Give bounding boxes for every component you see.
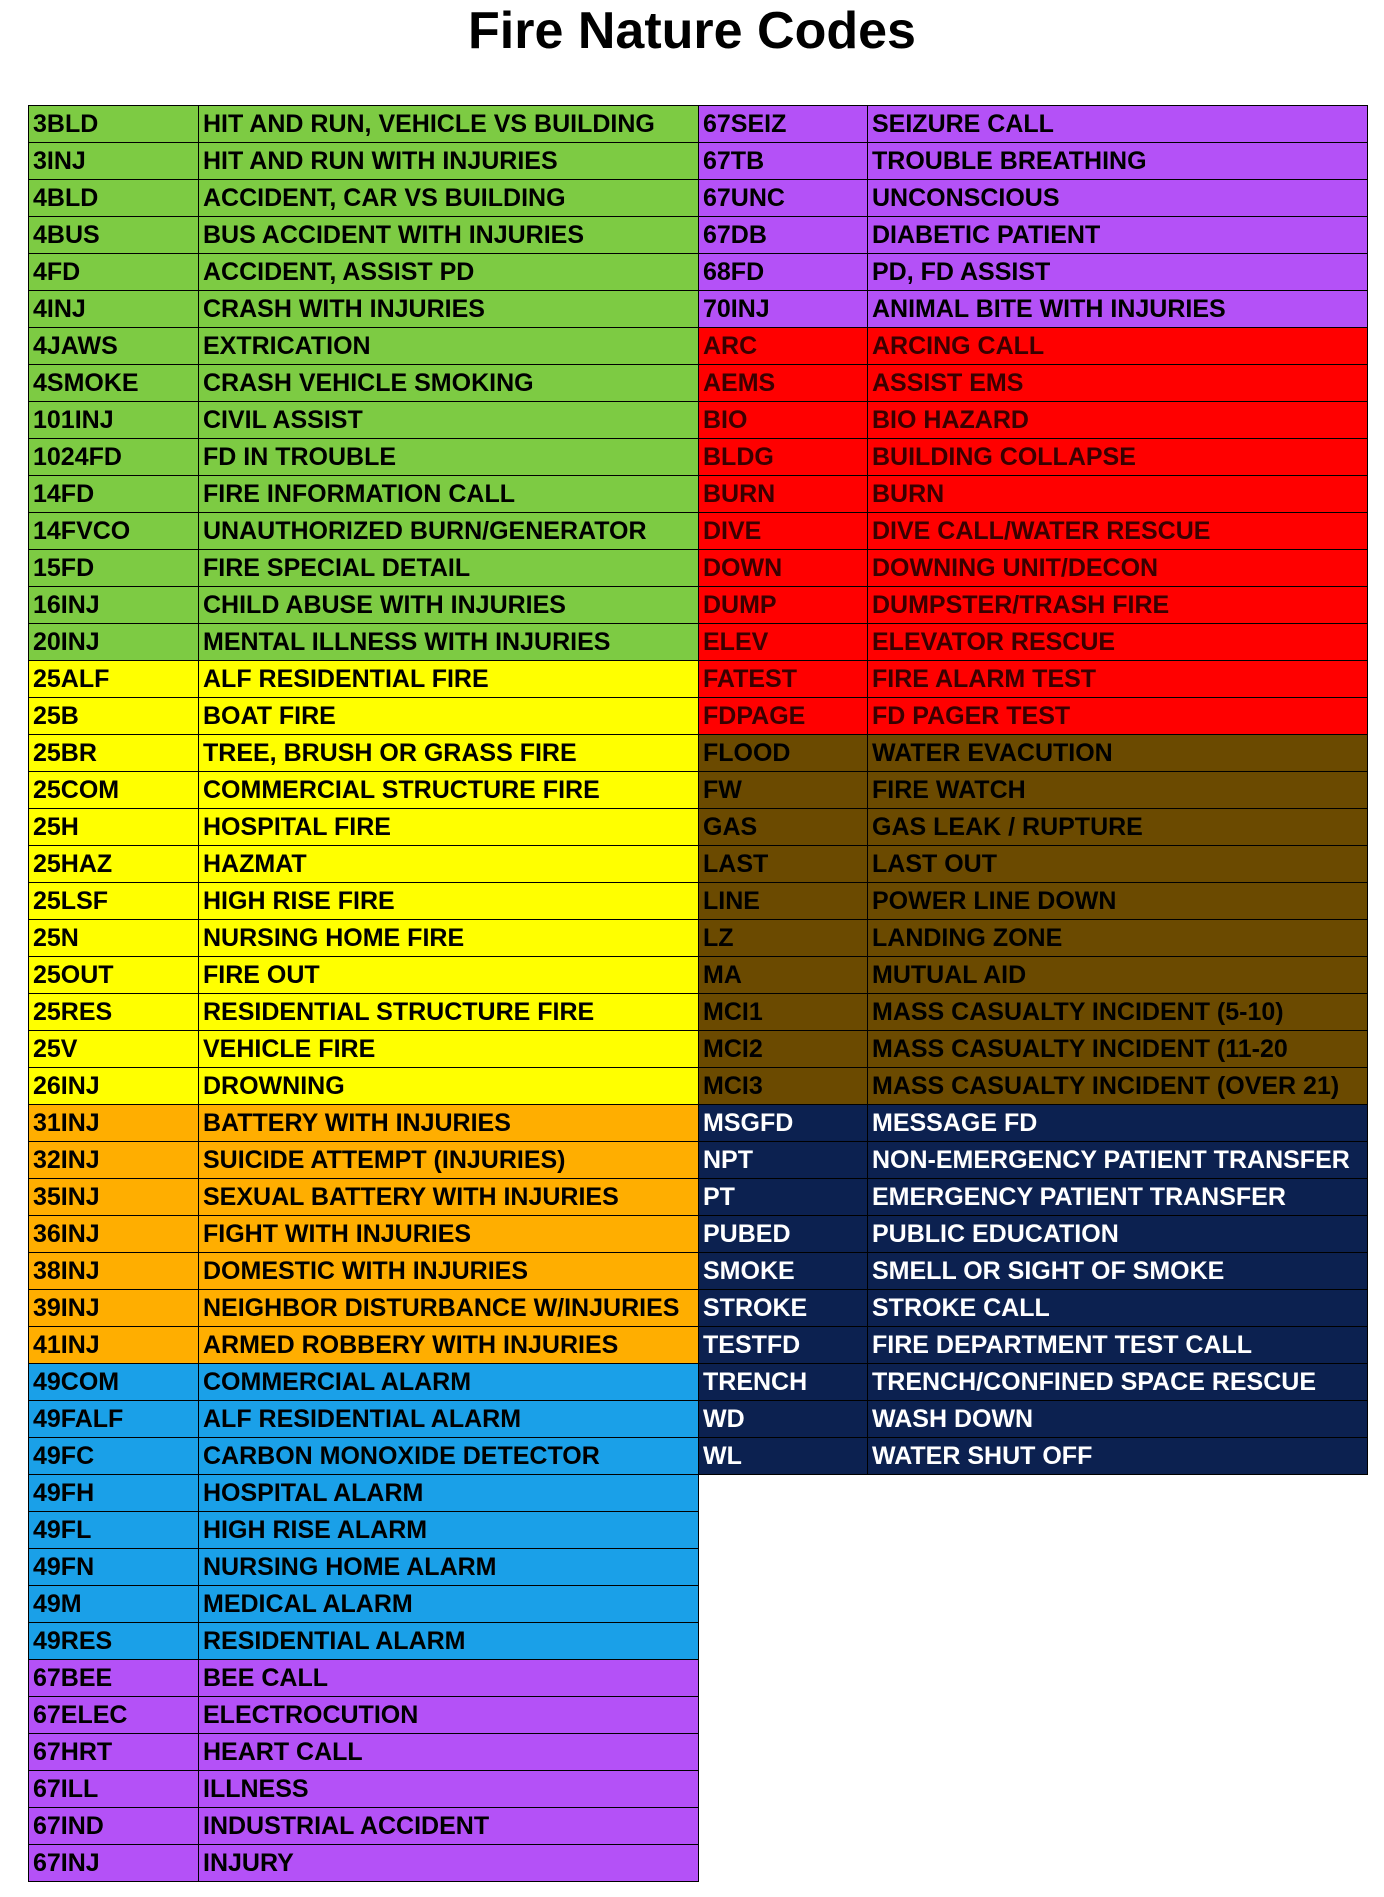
table-row (29, 587, 699, 624)
nature-description-cell: BATTERY WITH INJURIES (199, 1105, 699, 1142)
table-row (699, 254, 1368, 291)
nature-description-cell: WATER EVACUTION (868, 735, 1368, 772)
table-row (699, 1290, 1368, 1327)
nature-code-cell: 25LSF (29, 883, 199, 920)
table-row (29, 957, 699, 994)
nature-code-cell: BLDG (699, 439, 868, 476)
table-row (29, 143, 699, 180)
nature-description-cell: CRASH VEHICLE SMOKING (199, 365, 699, 402)
nature-code-cell: 20INJ (29, 624, 199, 661)
nature-code-cell: 25OUT (29, 957, 199, 994)
nature-description-cell: COMMERCIAL STRUCTURE FIRE (199, 772, 699, 809)
nature-code-cell: WD (699, 1401, 868, 1438)
left-codes-table (28, 105, 699, 1882)
table-row (29, 920, 699, 957)
nature-description-cell: COMMERCIAL ALARM (199, 1364, 699, 1401)
nature-description-cell: SEXUAL BATTERY WITH INJURIES (199, 1179, 699, 1216)
nature-description-cell: GAS LEAK / RUPTURE (868, 809, 1368, 846)
nature-description-cell: HAZMAT (199, 846, 699, 883)
nature-code-cell: 26INJ (29, 1068, 199, 1105)
nature-description-cell: DIABETIC PATIENT (868, 217, 1368, 254)
nature-code-cell: 49FL (29, 1512, 199, 1549)
table-row (29, 513, 699, 550)
table-row (699, 180, 1368, 217)
nature-description-cell: PD, FD ASSIST (868, 254, 1368, 291)
table-row (29, 1697, 699, 1734)
nature-description-cell: ALF RESIDENTIAL FIRE (199, 661, 699, 698)
table-row (699, 624, 1368, 661)
nature-description-cell: FIRE SPECIAL DETAIL (199, 550, 699, 587)
nature-description-cell: DROWNING (199, 1068, 699, 1105)
table-row (29, 1179, 699, 1216)
nature-description-cell: ILLNESS (199, 1771, 699, 1808)
table-row (29, 1549, 699, 1586)
table-row (29, 180, 699, 217)
nature-description-cell: ELECTROCUTION (199, 1697, 699, 1734)
nature-code-cell: 49M (29, 1586, 199, 1623)
table-row (699, 217, 1368, 254)
nature-code-cell: ARC (699, 328, 868, 365)
nature-code-cell: 25V (29, 1031, 199, 1068)
nature-code-cell: 36INJ (29, 1216, 199, 1253)
table-row (29, 1290, 699, 1327)
nature-description-cell: WASH DOWN (868, 1401, 1368, 1438)
nature-description-cell: HOSPITAL FIRE (199, 809, 699, 846)
nature-code-cell: FATEST (699, 661, 868, 698)
table-row (29, 1586, 699, 1623)
table-row (699, 1031, 1368, 1068)
nature-description-cell: HIGH RISE ALARM (199, 1512, 699, 1549)
left-codes-body (29, 106, 699, 1882)
nature-code-cell: 67INJ (29, 1845, 199, 1882)
nature-description-cell: CIVIL ASSIST (199, 402, 699, 439)
nature-code-cell: 25H (29, 809, 199, 846)
table-row (29, 883, 699, 920)
nature-description-cell: SMELL OR SIGHT OF SMOKE (868, 1253, 1368, 1290)
nature-code-cell: 68FD (699, 254, 868, 291)
nature-code-cell: WL (699, 1438, 868, 1475)
nature-code-cell: 32INJ (29, 1142, 199, 1179)
nature-description-cell: ACCIDENT, CAR VS BUILDING (199, 180, 699, 217)
nature-code-cell: GAS (699, 809, 868, 846)
nature-code-cell: 25B (29, 698, 199, 735)
table-row (699, 1105, 1368, 1142)
nature-code-cell: 3BLD (29, 106, 199, 143)
table-row (699, 143, 1368, 180)
nature-code-cell: DOWN (699, 550, 868, 587)
table-row (699, 772, 1368, 809)
table-row (29, 1771, 699, 1808)
nature-description-cell: TROUBLE BREATHING (868, 143, 1368, 180)
nature-description-cell: NURSING HOME ALARM (199, 1549, 699, 1586)
nature-description-cell: BIO HAZARD (868, 402, 1368, 439)
table-row (29, 1068, 699, 1105)
nature-description-cell: FIRE ALARM TEST (868, 661, 1368, 698)
nature-description-cell: DOMESTIC WITH INJURIES (199, 1253, 699, 1290)
table-row (29, 1401, 699, 1438)
table-row (699, 1142, 1368, 1179)
nature-code-cell: 4SMOKE (29, 365, 199, 402)
table-row (29, 1475, 699, 1512)
table-row (29, 439, 699, 476)
nature-code-cell: 67SEIZ (699, 106, 868, 143)
table-row (699, 1253, 1368, 1290)
nature-description-cell: DIVE CALL/WATER RESCUE (868, 513, 1368, 550)
table-row (699, 1068, 1368, 1105)
nature-description-cell: ACCIDENT, ASSIST PD (199, 254, 699, 291)
nature-description-cell: NEIGHBOR DISTURBANCE W/INJURIES (199, 1290, 699, 1327)
table-row (699, 957, 1368, 994)
table-row (699, 1364, 1368, 1401)
nature-code-cell: 25COM (29, 772, 199, 809)
nature-description-cell: BOAT FIRE (199, 698, 699, 735)
nature-code-cell: 16INJ (29, 587, 199, 624)
table-row (29, 1253, 699, 1290)
right-codes-body (699, 106, 1368, 1475)
nature-code-cell: PT (699, 1179, 868, 1216)
nature-description-cell: FIGHT WITH INJURIES (199, 1216, 699, 1253)
nature-description-cell: HIGH RISE FIRE (199, 883, 699, 920)
nature-code-cell: FDPAGE (699, 698, 868, 735)
nature-description-cell: WATER SHUT OFF (868, 1438, 1368, 1475)
nature-code-cell: MCI2 (699, 1031, 868, 1068)
nature-code-cell: LZ (699, 920, 868, 957)
nature-description-cell: HEART CALL (199, 1734, 699, 1771)
nature-code-cell: LAST (699, 846, 868, 883)
nature-description-cell: HIT AND RUN, VEHICLE VS BUILDING (199, 106, 699, 143)
page-title: Fire Nature Codes (468, 2, 916, 60)
nature-code-cell: 67IND (29, 1808, 199, 1845)
nature-description-cell: ALF RESIDENTIAL ALARM (199, 1401, 699, 1438)
nature-code-cell: 4JAWS (29, 328, 199, 365)
nature-code-cell: MSGFD (699, 1105, 868, 1142)
nature-description-cell: MUTUAL AID (868, 957, 1368, 994)
table-row (29, 1031, 699, 1068)
nature-description-cell: MASS CASUALTY INCIDENT (11-20 (868, 1031, 1368, 1068)
nature-description-cell: CRASH WITH INJURIES (199, 291, 699, 328)
nature-code-cell: 4BLD (29, 180, 199, 217)
nature-description-cell: TRENCH/CONFINED SPACE RESCUE (868, 1364, 1368, 1401)
table-row (29, 698, 699, 735)
nature-description-cell: NURSING HOME FIRE (199, 920, 699, 957)
nature-code-cell: 14FVCO (29, 513, 199, 550)
nature-description-cell: FIRE WATCH (868, 772, 1368, 809)
nature-code-cell: 3INJ (29, 143, 199, 180)
nature-code-cell: SMOKE (699, 1253, 868, 1290)
nature-code-cell: 4FD (29, 254, 199, 291)
nature-code-cell: 67ILL (29, 1771, 199, 1808)
nature-description-cell: RESIDENTIAL STRUCTURE FIRE (199, 994, 699, 1031)
nature-description-cell: POWER LINE DOWN (868, 883, 1368, 920)
nature-code-cell: 39INJ (29, 1290, 199, 1327)
table-row (29, 106, 699, 143)
nature-code-cell: 49RES (29, 1623, 199, 1660)
table-row (29, 1660, 699, 1697)
table-row (29, 994, 699, 1031)
nature-code-cell: 15FD (29, 550, 199, 587)
nature-code-cell: 67TB (699, 143, 868, 180)
nature-code-cell: 4INJ (29, 291, 199, 328)
nature-description-cell: TREE, BRUSH OR GRASS FIRE (199, 735, 699, 772)
nature-description-cell: NON-EMERGENCY PATIENT TRANSFER (868, 1142, 1368, 1179)
nature-code-cell: 41INJ (29, 1327, 199, 1364)
table-row (699, 1179, 1368, 1216)
table-row (29, 1438, 699, 1475)
nature-description-cell: LAST OUT (868, 846, 1368, 883)
nature-description-cell: UNAUTHORIZED BURN/GENERATOR (199, 513, 699, 550)
nature-description-cell: ANIMAL BITE WITH INJURIES (868, 291, 1368, 328)
table-row (699, 402, 1368, 439)
right-codes-table (698, 105, 1368, 1475)
nature-code-cell: 67UNC (699, 180, 868, 217)
nature-code-cell: MA (699, 957, 868, 994)
table-row (29, 254, 699, 291)
nature-code-cell: 101INJ (29, 402, 199, 439)
nature-code-cell: STROKE (699, 1290, 868, 1327)
table-row (699, 587, 1368, 624)
nature-description-cell: ELEVATOR RESCUE (868, 624, 1368, 661)
nature-code-cell: 49FALF (29, 1401, 199, 1438)
table-row (699, 328, 1368, 365)
table-row (29, 217, 699, 254)
table-row (699, 809, 1368, 846)
nature-code-cell: 25ALF (29, 661, 199, 698)
nature-code-cell: 35INJ (29, 1179, 199, 1216)
table-row (29, 1364, 699, 1401)
table-row (29, 809, 699, 846)
table-row (29, 772, 699, 809)
nature-code-cell: FW (699, 772, 868, 809)
nature-description-cell: BUILDING COLLAPSE (868, 439, 1368, 476)
nature-code-cell: TESTFD (699, 1327, 868, 1364)
table-row (699, 661, 1368, 698)
nature-code-cell: 49FH (29, 1475, 199, 1512)
nature-description-cell: LANDING ZONE (868, 920, 1368, 957)
nature-description-cell: FIRE DEPARTMENT TEST CALL (868, 1327, 1368, 1364)
table-row (29, 735, 699, 772)
nature-description-cell: BUS ACCIDENT WITH INJURIES (199, 217, 699, 254)
table-row (29, 1808, 699, 1845)
nature-description-cell: ARCING CALL (868, 328, 1368, 365)
table-row (29, 624, 699, 661)
nature-description-cell: UNCONSCIOUS (868, 180, 1368, 217)
nature-code-cell: 4BUS (29, 217, 199, 254)
nature-code-cell: ELEV (699, 624, 868, 661)
nature-code-cell: 1024FD (29, 439, 199, 476)
nature-description-cell: RESIDENTIAL ALARM (199, 1623, 699, 1660)
table-row (29, 1845, 699, 1882)
nature-code-cell: 25N (29, 920, 199, 957)
nature-description-cell: DUMPSTER/TRASH FIRE (868, 587, 1368, 624)
table-row (699, 1327, 1368, 1364)
nature-description-cell: ASSIST EMS (868, 365, 1368, 402)
nature-code-cell: MCI1 (699, 994, 868, 1031)
nature-description-cell: SUICIDE ATTEMPT (INJURIES) (199, 1142, 699, 1179)
nature-code-cell: DUMP (699, 587, 868, 624)
table-row (699, 476, 1368, 513)
table-row (29, 328, 699, 365)
nature-code-cell: LINE (699, 883, 868, 920)
nature-description-cell: VEHICLE FIRE (199, 1031, 699, 1068)
table-row (699, 550, 1368, 587)
table-row (29, 661, 699, 698)
table-row (699, 735, 1368, 772)
nature-code-cell: NPT (699, 1142, 868, 1179)
nature-code-cell: 31INJ (29, 1105, 199, 1142)
table-row (699, 291, 1368, 328)
nature-description-cell: CHILD ABUSE WITH INJURIES (199, 587, 699, 624)
table-row (699, 1401, 1368, 1438)
nature-description-cell: HIT AND RUN WITH INJURIES (199, 143, 699, 180)
nature-description-cell: MASS CASUALTY INCIDENT (OVER 21) (868, 1068, 1368, 1105)
nature-description-cell: EXTRICATION (199, 328, 699, 365)
table-row (699, 439, 1368, 476)
nature-code-cell: 14FD (29, 476, 199, 513)
nature-code-cell: 67ELEC (29, 1697, 199, 1734)
table-row (699, 513, 1368, 550)
nature-code-cell: 67BEE (29, 1660, 199, 1697)
table-row (699, 1438, 1368, 1475)
table-row (29, 402, 699, 439)
table-row (29, 1216, 699, 1253)
nature-description-cell: MEDICAL ALARM (199, 1586, 699, 1623)
table-row (29, 550, 699, 587)
table-row (29, 846, 699, 883)
nature-description-cell: INJURY (199, 1845, 699, 1882)
table-row (699, 883, 1368, 920)
table-row (699, 698, 1368, 735)
nature-code-cell: 67DB (699, 217, 868, 254)
nature-description-cell: EMERGENCY PATIENT TRANSFER (868, 1179, 1368, 1216)
table-row (29, 365, 699, 402)
table-row (29, 1623, 699, 1660)
nature-description-cell: DOWNING UNIT/DECON (868, 550, 1368, 587)
table-row (29, 476, 699, 513)
nature-description-cell: SEIZURE CALL (868, 106, 1368, 143)
nature-description-cell: PUBLIC EDUCATION (868, 1216, 1368, 1253)
table-row (29, 291, 699, 328)
table-row (699, 846, 1368, 883)
nature-description-cell: MESSAGE FD (868, 1105, 1368, 1142)
table-row (699, 365, 1368, 402)
nature-description-cell: BURN (868, 476, 1368, 513)
nature-description-cell: STROKE CALL (868, 1290, 1368, 1327)
nature-description-cell: BEE CALL (199, 1660, 699, 1697)
nature-description-cell: MASS CASUALTY INCIDENT (5-10) (868, 994, 1368, 1031)
nature-code-cell: PUBED (699, 1216, 868, 1253)
nature-code-cell: 38INJ (29, 1253, 199, 1290)
nature-code-cell: 67HRT (29, 1734, 199, 1771)
nature-code-cell: 25HAZ (29, 846, 199, 883)
nature-description-cell: INDUSTRIAL ACCIDENT (199, 1808, 699, 1845)
nature-code-cell: 49FC (29, 1438, 199, 1475)
nature-code-cell: 25RES (29, 994, 199, 1031)
nature-description-cell: ARMED ROBBERY WITH INJURIES (199, 1327, 699, 1364)
table-row (29, 1512, 699, 1549)
table-row (29, 1142, 699, 1179)
nature-code-cell: MCI3 (699, 1068, 868, 1105)
nature-description-cell: FD PAGER TEST (868, 698, 1368, 735)
nature-description-cell: FIRE OUT (199, 957, 699, 994)
table-row (699, 920, 1368, 957)
nature-description-cell: MENTAL ILLNESS WITH INJURIES (199, 624, 699, 661)
nature-code-cell: DIVE (699, 513, 868, 550)
nature-code-cell: TRENCH (699, 1364, 868, 1401)
nature-code-cell: AEMS (699, 365, 868, 402)
nature-code-cell: BURN (699, 476, 868, 513)
nature-code-cell: 49FN (29, 1549, 199, 1586)
nature-description-cell: CARBON MONOXIDE DETECTOR (199, 1438, 699, 1475)
nature-description-cell: HOSPITAL ALARM (199, 1475, 699, 1512)
nature-code-cell: 70INJ (699, 291, 868, 328)
table-row (699, 106, 1368, 143)
table-row (29, 1105, 699, 1142)
nature-code-cell: BIO (699, 402, 868, 439)
nature-code-cell: 49COM (29, 1364, 199, 1401)
nature-description-cell: FIRE INFORMATION CALL (199, 476, 699, 513)
nature-code-cell: 25BR (29, 735, 199, 772)
table-row (699, 994, 1368, 1031)
nature-description-cell: FD IN TROUBLE (199, 439, 699, 476)
table-row (29, 1734, 699, 1771)
table-row (699, 1216, 1368, 1253)
nature-code-cell: FLOOD (699, 735, 868, 772)
table-row (29, 1327, 699, 1364)
